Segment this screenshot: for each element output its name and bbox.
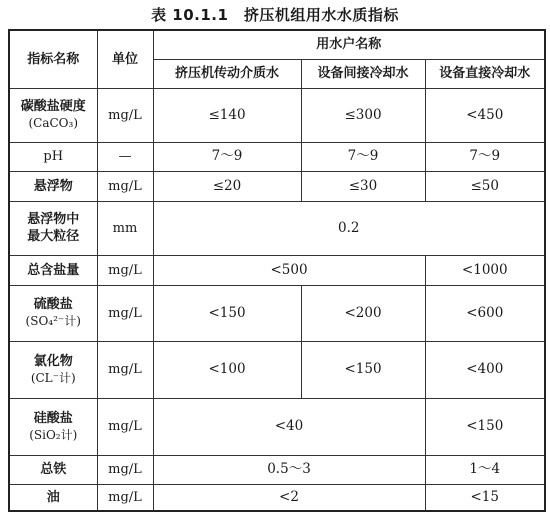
row-name: 悬浮物 [9, 171, 97, 201]
header-unit: 单位 [97, 30, 153, 88]
cell-value: 7～9 [153, 142, 301, 171]
header-col-transmission-water: 挤压机传动介质水 [153, 59, 301, 88]
water-quality-table [8, 29, 546, 512]
row-name: 总含盐量 [9, 255, 97, 285]
row-name: pH [9, 142, 97, 171]
table-caption: 表 10.1.1 挤压机组用水水质指标 [151, 6, 399, 24]
cell-value: ≤300 [301, 88, 425, 142]
row-name: 硅酸盐 (SiO₂计) [9, 398, 97, 455]
header-col-indirect-cooling: 设备间接冷却水 [301, 59, 425, 88]
cell-value: <400 [425, 341, 545, 398]
row-unit: mg/L [97, 341, 153, 398]
cell-value: <15 [425, 484, 545, 511]
cell-value: 0.2 [153, 201, 545, 255]
water-quality-table-container [8, 29, 544, 512]
row-unit: mg/L [97, 455, 153, 484]
table-row [9, 201, 545, 255]
row-unit: mm [97, 201, 153, 255]
cell-value: <1000 [425, 255, 545, 285]
cell-value: <450 [425, 88, 545, 142]
table-row [9, 484, 545, 511]
cell-value: 1～4 [425, 455, 545, 484]
cell-value: <100 [153, 341, 301, 398]
table-row [9, 142, 545, 171]
row-unit: mg/L [97, 484, 153, 511]
cell-value: <150 [301, 341, 425, 398]
table-row [9, 455, 545, 484]
cell-value: ≤30 [301, 171, 425, 201]
row-unit: mg/L [97, 398, 153, 455]
row-unit: mg/L [97, 255, 153, 285]
table-row [9, 398, 545, 455]
row-unit: mg/L [97, 285, 153, 341]
row-name: 碳酸盐硬度 (CaCO₃) [9, 88, 97, 142]
table-row [9, 255, 545, 285]
cell-value: <200 [301, 285, 425, 341]
header-indicator: 指标名称 [9, 30, 97, 88]
cell-value: 7～9 [301, 142, 425, 171]
row-name: 油 [9, 484, 97, 511]
row-name: 硫酸盐 (SO₄²⁻计) [9, 285, 97, 341]
cell-value: ≤50 [425, 171, 545, 201]
cell-value: <600 [425, 285, 545, 341]
cell-value: <500 [153, 255, 425, 285]
row-unit: mg/L [97, 171, 153, 201]
table-row [9, 171, 545, 201]
cell-value: <2 [153, 484, 425, 511]
row-unit: — [97, 142, 153, 171]
cell-value: ≤140 [153, 88, 301, 142]
row-name: 氯化物 (CL⁻计) [9, 341, 97, 398]
row-name: 悬浮物中 最大粒径 [9, 201, 97, 255]
cell-value: 7～9 [425, 142, 545, 171]
table-row [9, 88, 545, 142]
table-row [9, 285, 545, 341]
cell-value: 0.5～3 [153, 455, 425, 484]
table-row [9, 341, 545, 398]
cell-value: ≤20 [153, 171, 301, 201]
cell-value: <40 [153, 398, 425, 455]
row-name: 总铁 [9, 455, 97, 484]
cell-value: <150 [153, 285, 301, 341]
header-col-direct-cooling: 设备直接冷却水 [425, 59, 545, 88]
header-users: 用水户名称 [153, 30, 545, 59]
cell-value: <150 [425, 398, 545, 455]
row-unit: mg/L [97, 88, 153, 142]
